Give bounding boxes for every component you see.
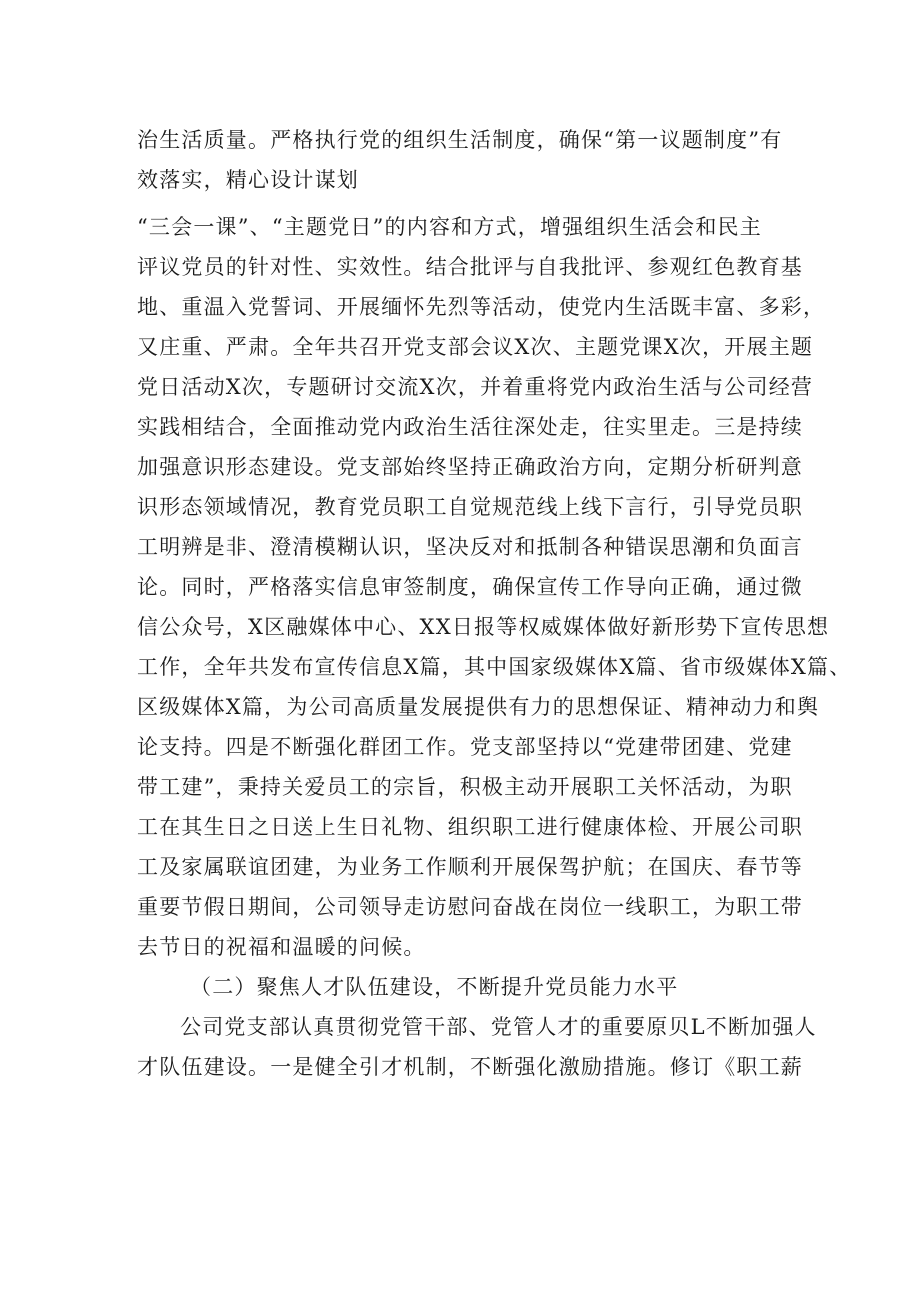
text-line: 重要节假日期间，公司领导走访慰问奋战在岗位一线职工，为职工带: [137, 895, 803, 919]
text-line: 带工建”，秉持关爱员工的宗旨，积极主动开展职工关怀活动，为职: [137, 775, 793, 799]
text-line: 信公众号，X区融媒体中心、XX日报等权威媒体做好新形势下宣传思想: [137, 615, 830, 639]
text-line: 党日活动X次，专题研讨交流X次，并着重将党内政治生活与公司经营: [137, 375, 814, 399]
text-line: 论支持。四是不断强化群团工作。党支部坚持以“党建带团建、党建: [137, 735, 793, 759]
text-line: 工明辨是非、澄清模糊认识，坚决反对和抵制各种错误思潮和负面言: [137, 535, 803, 559]
text-line: 工及家属联谊团建，为业务工作顺利开展保驾护航；在国庆、春节等: [137, 855, 803, 879]
text-line: 工在其生日之日送上生日礼物、组织职工进行健康体检、开展公司职: [137, 815, 803, 839]
text-line: 又庄重、严肃。全年共召开党支部会议X次、主题党课X次，开展主题: [137, 335, 814, 359]
text-line: 识形态领域情况，教育党员职工自觉规范线上线下言行，引导党员职: [137, 495, 803, 519]
text-line: 公司党支部认真贯彻党管干部、党管人才的重要原贝L不断加强人: [180, 1015, 817, 1039]
text-line: 治生活质量。严格执行党的组织生活制度，确保“第一议题制度”有: [137, 128, 783, 152]
text-line: 才队伍建设。一是健全引才机制，不断强化激励措施。修订《职工薪: [137, 1055, 803, 1079]
text-line: “三会一课”、“主题党日”的内容和方式，增强组织生活会和民主: [137, 215, 762, 239]
text-line: 效落实，精心设计谋划: [137, 168, 359, 192]
text-line: 加强意识形态建设。党支部始终坚持正确政治方向，定期分析研判意: [137, 455, 803, 479]
text-line: 论。同时，严格落实信息审签制度，确保宣传工作导向正确，通过微: [137, 575, 803, 599]
text-line: 区级媒体X篇，为公司高质量发展提供有力的思想保证、精神动力和舆: [137, 695, 820, 719]
text-line: 去节日的祝福和温暖的问候。: [137, 935, 426, 959]
section-heading: （二）聚焦人才队伍建设，不断提升党员能力水平: [190, 975, 679, 999]
text-line: 工作，全年共发布宣传信息X篇，其中国家级媒体X篇、省市级媒体X篇、: [137, 655, 852, 679]
text-line: 地、重温入党誓词、开展缅怀先烈等活动，使党内生活既丰富、多彩，: [137, 295, 826, 319]
text-line: 实践相结合，全面推动党内政治生活往深处走，往实里走。三是持续: [137, 415, 803, 439]
text-line: 评议党员的针对性、实效性。结合批评与自我批评、参观红色教育基: [137, 255, 803, 279]
